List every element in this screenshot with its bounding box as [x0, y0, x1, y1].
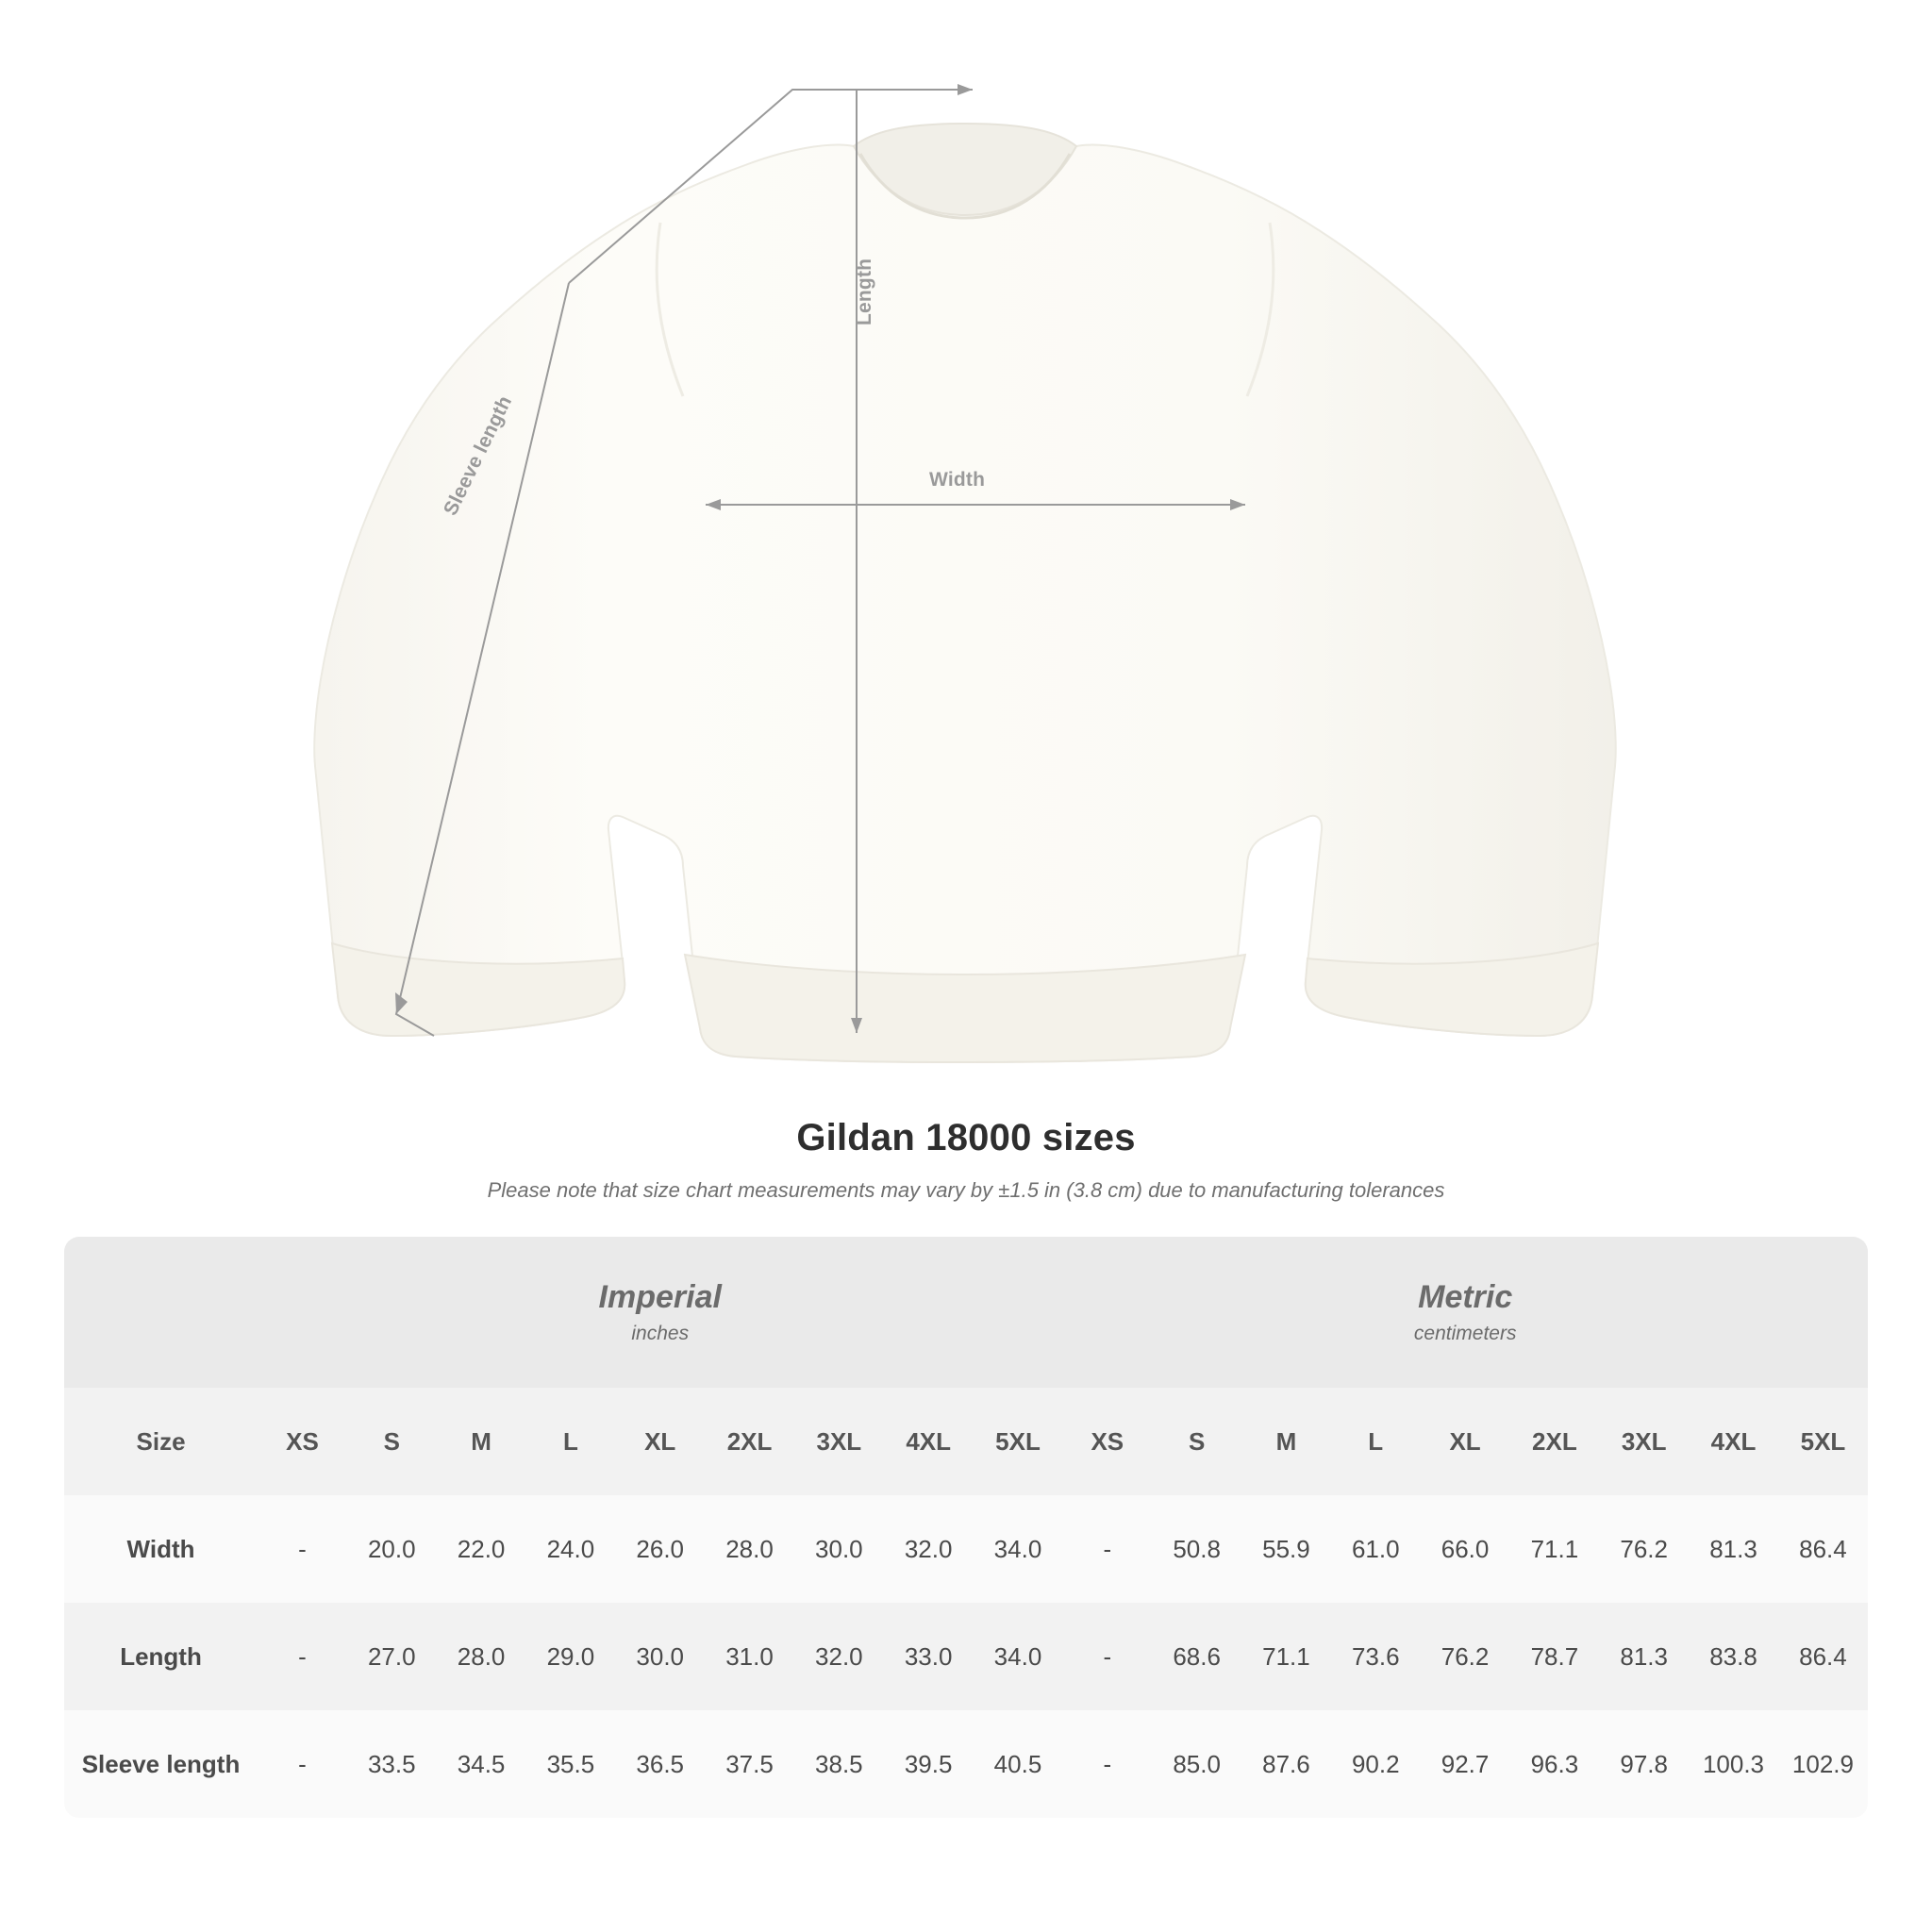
- width-4xl-cm: 81.3: [1689, 1495, 1778, 1603]
- width-2xl-in: 28.0: [705, 1495, 794, 1603]
- size-table-wrapper: [64, 1237, 1868, 1818]
- sleeve-xl-cm: 92.7: [1421, 1710, 1510, 1818]
- size-col-s-metric: S: [1152, 1388, 1241, 1495]
- size-header-row: [64, 1388, 1868, 1495]
- size-col-m-metric: M: [1241, 1388, 1331, 1495]
- sleeve-4xl-cm: 100.3: [1689, 1710, 1778, 1818]
- sleeve-s-cm: 85.0: [1152, 1710, 1241, 1818]
- length-dimension-label: Length: [854, 258, 875, 325]
- length-s-cm: 68.6: [1152, 1603, 1241, 1710]
- size-col-s-imperial: S: [347, 1388, 437, 1495]
- size-table: [64, 1237, 1868, 1818]
- imperial-group-header: [258, 1237, 1062, 1388]
- size-col-l-metric: L: [1331, 1388, 1421, 1495]
- sleeve-m-cm: 87.6: [1241, 1710, 1331, 1818]
- sleeve-3xl-in: 38.5: [794, 1710, 884, 1818]
- sleeve-5xl-in: 40.5: [974, 1710, 1063, 1818]
- size-col-xl-metric: XL: [1421, 1388, 1510, 1495]
- size-col-l-imperial: L: [526, 1388, 616, 1495]
- metric-title: Metric: [1418, 1279, 1513, 1316]
- size-col-xs-metric: XS: [1062, 1388, 1152, 1495]
- width-s-in: 20.0: [347, 1495, 437, 1603]
- size-col-m-imperial: M: [437, 1388, 526, 1495]
- width-m-in: 22.0: [437, 1495, 526, 1603]
- length-5xl-in: 34.0: [974, 1603, 1063, 1710]
- size-col-4xl-imperial: 4XL: [884, 1388, 974, 1495]
- size-col-xs-imperial: XS: [258, 1388, 347, 1495]
- size-col-5xl-metric: 5XL: [1778, 1388, 1868, 1495]
- size-col-2xl-metric: 2XL: [1509, 1388, 1599, 1495]
- sleeve-m-in: 34.5: [437, 1710, 526, 1818]
- width-3xl-cm: 76.2: [1599, 1495, 1689, 1603]
- length-4xl-cm: 83.8: [1689, 1603, 1778, 1710]
- row-label-sleeve-length: Sleeve length: [64, 1710, 258, 1818]
- sleeve-5xl-cm: 102.9: [1778, 1710, 1868, 1818]
- sleeve-s-in: 33.5: [347, 1710, 437, 1818]
- metric-unit: centimeters: [1413, 1322, 1517, 1344]
- width-xl-cm: 66.0: [1421, 1495, 1510, 1603]
- length-m-in: 28.0: [437, 1603, 526, 1710]
- imperial-unit: inches: [631, 1322, 690, 1344]
- width-5xl-in: 34.0: [974, 1495, 1063, 1603]
- width-l-cm: 61.0: [1331, 1495, 1421, 1603]
- width-2xl-cm: 71.1: [1509, 1495, 1599, 1603]
- size-col-3xl-imperial: 3XL: [794, 1388, 884, 1495]
- length-xl-in: 30.0: [615, 1603, 705, 1710]
- sleeve-l-in: 35.5: [526, 1710, 616, 1818]
- length-2xl-cm: 78.7: [1509, 1603, 1599, 1710]
- width-xl-in: 26.0: [615, 1495, 705, 1603]
- size-col-3xl-metric: 3XL: [1599, 1388, 1689, 1495]
- sleeve-xs-cm: -: [1062, 1710, 1152, 1818]
- width-xs-in: -: [258, 1495, 347, 1603]
- length-3xl-in: 32.0: [794, 1603, 884, 1710]
- sleeve-l-cm: 90.2: [1331, 1710, 1421, 1818]
- width-s-cm: 50.8: [1152, 1495, 1241, 1603]
- sleeve-2xl-cm: 96.3: [1509, 1710, 1599, 1818]
- sleeve-xl-in: 36.5: [615, 1710, 705, 1818]
- length-xs-in: -: [258, 1603, 347, 1710]
- title-block: [0, 1117, 1932, 1203]
- sleeve-3xl-cm: 97.8: [1599, 1710, 1689, 1818]
- width-m-cm: 55.9: [1241, 1495, 1331, 1603]
- length-l-cm: 73.6: [1331, 1603, 1421, 1710]
- size-col-5xl-imperial: 5XL: [974, 1388, 1063, 1495]
- table-row: [64, 1710, 1868, 1818]
- table-row: [64, 1495, 1868, 1603]
- length-3xl-cm: 81.3: [1599, 1603, 1689, 1710]
- width-l-in: 24.0: [526, 1495, 616, 1603]
- metric-group-header: [1062, 1237, 1868, 1388]
- size-col-4xl-metric: 4XL: [1689, 1388, 1778, 1495]
- sleeve-xs-in: -: [258, 1710, 347, 1818]
- length-xl-cm: 76.2: [1421, 1603, 1510, 1710]
- length-m-cm: 71.1: [1241, 1603, 1331, 1710]
- length-l-in: 29.0: [526, 1603, 616, 1710]
- table-row: [64, 1603, 1868, 1710]
- imperial-title: Imperial: [598, 1279, 722, 1316]
- page-title: Gildan 18000 sizes: [796, 1117, 1136, 1158]
- unit-header-row: [64, 1237, 1868, 1388]
- sleeve-4xl-in: 39.5: [884, 1710, 974, 1818]
- length-xs-cm: -: [1062, 1603, 1152, 1710]
- width-dimension-label: Width: [929, 469, 986, 491]
- length-5xl-cm: 86.4: [1778, 1603, 1868, 1710]
- row-label-length: Length: [64, 1603, 258, 1710]
- width-4xl-in: 32.0: [884, 1495, 974, 1603]
- size-col-2xl-imperial: 2XL: [705, 1388, 794, 1495]
- size-header-cell: Size: [64, 1388, 258, 1495]
- width-xs-cm: -: [1062, 1495, 1152, 1603]
- width-5xl-cm: 86.4: [1778, 1495, 1868, 1603]
- sleeve-2xl-in: 37.5: [705, 1710, 794, 1818]
- length-s-in: 27.0: [347, 1603, 437, 1710]
- length-2xl-in: 31.0: [705, 1603, 794, 1710]
- tolerance-note: Please note that size chart measurements may vary by ±1.5 in (3.8 cm) due to manufacturing tolerances: [487, 1178, 1445, 1202]
- unit-header-spacer: [64, 1237, 258, 1388]
- garment-shape: [314, 124, 1616, 1062]
- width-3xl-in: 30.0: [794, 1495, 884, 1603]
- length-4xl-in: 33.0: [884, 1603, 974, 1710]
- size-col-xl-imperial: XL: [615, 1388, 705, 1495]
- row-label-width: Width: [64, 1495, 258, 1603]
- sleeve-length-dimension-label: Sleeve length: [440, 391, 517, 520]
